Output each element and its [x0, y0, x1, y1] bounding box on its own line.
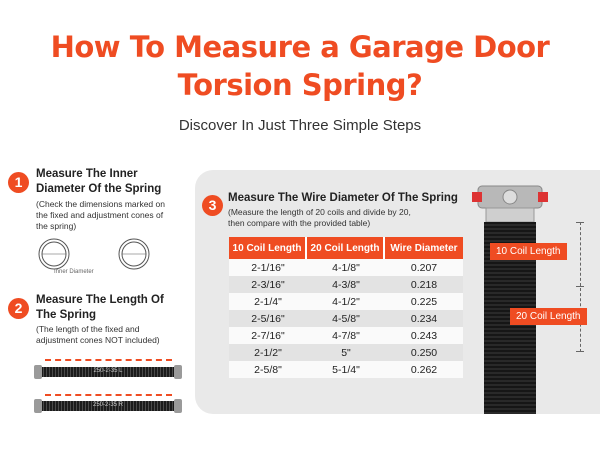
- step-3-note: [228, 207, 411, 229]
- step-2-title-line-1: Measure The Length Of: [36, 294, 164, 306]
- step-1-title-line-2: Diameter Of the Spring: [36, 183, 162, 195]
- spring-cone-icon: [472, 186, 548, 222]
- ten-coil-callout: 10 Coil Length: [490, 243, 567, 260]
- inner-diameter-caption: Inner Diameter: [54, 269, 94, 275]
- table-cell: 2-1/16": [229, 259, 307, 276]
- inner-diameter-diagram: [30, 237, 170, 273]
- table-header-20-coil: 20 Coil Length: [307, 237, 385, 259]
- table-row: [229, 310, 463, 327]
- step-2-title-line-2: The Spring: [36, 309, 97, 321]
- table-cell: 4-7/8": [307, 327, 385, 344]
- table-cell: 4-1/2": [307, 293, 385, 310]
- spring-right-image: [38, 401, 178, 411]
- right-spring-ring-icon: [119, 239, 149, 269]
- table-cell: 2-1/4": [229, 293, 307, 310]
- table-cell: 2-5/8": [229, 361, 307, 378]
- title-line-2: Torsion Spring?: [177, 68, 423, 102]
- table-cell: 2-1/2": [229, 344, 307, 361]
- step-1-note-line-2: the fixed and adjustment cones of: [36, 210, 164, 220]
- spring-left-label: 250-2-35 L: [93, 368, 123, 374]
- title-line-1: How To Measure a Garage Door: [50, 30, 550, 64]
- coil-measure-line: [580, 222, 581, 352]
- table-header-row: [229, 237, 463, 259]
- step-1-badge: 1: [8, 172, 29, 193]
- table-cell: 0.243: [385, 327, 463, 344]
- table-cell: 4-5/8": [307, 310, 385, 327]
- spring-left-image: [38, 367, 178, 377]
- table-row: [229, 276, 463, 293]
- step-2-note: [36, 324, 160, 346]
- coil-tick-bottom: [576, 351, 584, 352]
- step-1-note: [36, 199, 165, 232]
- wire-diameter-table: [229, 237, 463, 378]
- table-cell: 2-7/16": [229, 327, 307, 344]
- step-1-note-line-3: the spring): [36, 221, 77, 231]
- step-2-note-line-1: (The length of the fixed and: [36, 324, 140, 334]
- torsion-spring-photo: [470, 182, 550, 414]
- table-cell: 0.207: [385, 259, 463, 276]
- spring-right-label: 250-2-35 R: [92, 402, 124, 408]
- step-2-badge: 2: [8, 298, 29, 319]
- table-cell: 2-5/16": [229, 310, 307, 327]
- coil-tick-top: [576, 222, 584, 223]
- step-2-title: [36, 293, 164, 323]
- table-cell: 0.234: [385, 310, 463, 327]
- length-dash-bottom: [45, 394, 172, 396]
- step-3-note-line-1: (Measure the length of 20 coils and divide by 20,: [228, 207, 411, 217]
- table-header-10-coil: 10 Coil Length: [229, 237, 307, 259]
- length-dash-top: [45, 359, 172, 361]
- table-row: [229, 259, 463, 276]
- table-cell: 0.250: [385, 344, 463, 361]
- table-cell: 5": [307, 344, 385, 361]
- table-row: [229, 327, 463, 344]
- step-2-note-line-2: adjustment cones NOT included): [36, 335, 160, 345]
- step-1-title: [36, 167, 161, 197]
- step-3-badge: 3: [202, 195, 223, 216]
- page-subtitle: Discover In Just Three Simple Steps: [178, 117, 422, 134]
- step-1-title-line-1: Measure The Inner: [36, 168, 138, 180]
- coil-tick-mid: [576, 286, 584, 287]
- table-cell: 0.262: [385, 361, 463, 378]
- table-cell: 2-3/16": [229, 276, 307, 293]
- twenty-coil-callout: 20 Coil Length: [510, 308, 587, 325]
- table-cell: 4-1/8": [307, 259, 385, 276]
- step-1-note-line-1: (Check the dimensions marked on: [36, 199, 165, 209]
- table-cell: 0.218: [385, 276, 463, 293]
- table-cell: 5-1/4": [307, 361, 385, 378]
- table-row: [229, 361, 463, 378]
- table-cell: 4-3/8": [307, 276, 385, 293]
- table-row: [229, 293, 463, 310]
- page-title: [0, 28, 600, 104]
- table-row: [229, 344, 463, 361]
- step-3-note-line-2: then compare with the provided table): [228, 218, 371, 228]
- table-cell: 0.225: [385, 293, 463, 310]
- step-3-title: Measure The Wire Diameter Of The Spring: [228, 192, 458, 204]
- table-header-wire-diameter: Wire Diameter: [385, 237, 463, 259]
- left-spring-ring-icon: [39, 239, 69, 269]
